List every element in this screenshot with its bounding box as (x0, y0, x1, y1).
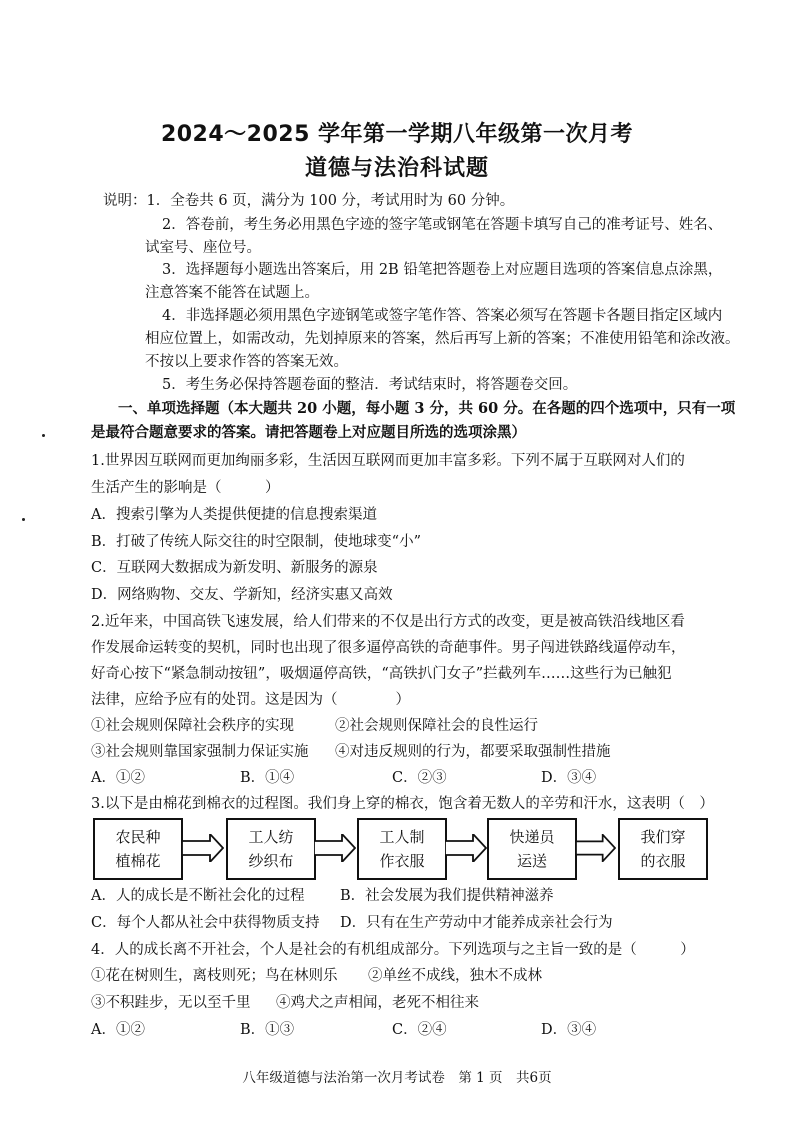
flow-step-3-line2: 作衣服 (379, 852, 425, 870)
instruction-2: 2．答卷前，考生务必用黑色字迹的签字笔或钢笔在答题卡填写自己的准考证号、姓名、 (162, 217, 723, 233)
exam-title: 2024～2025 学年第一学期八年级第一次月考 (160, 122, 634, 147)
q3-option-a: A．人的成长是不断社会化的过程 (91, 888, 305, 904)
q2-statement-2: ②社会规则保障社会的良性运行 (335, 718, 538, 734)
flow-step-2 (226, 818, 316, 880)
q1-option-b: B．打破了传统人际交往的时空限制，使地球变“小” (91, 534, 421, 550)
instruction-3: 3．选择题每小题选出答案后，用 2B 铅笔把答题卷上对应题目选项的答案信息点涂黑， (162, 262, 723, 278)
flow-step-2-line2: 纱织布 (248, 852, 294, 870)
q3-option-c: C．每个人都从社会中获得物质支持 (91, 915, 320, 931)
q1-option-d: D．网络购物、交友、学新知，经济实惠又高效 (91, 587, 393, 603)
q4-statement-2: ②单丝不成线，独木不成林 (368, 968, 542, 984)
scan-speck (42, 434, 45, 437)
flow-step-3 (357, 818, 447, 880)
flow-step-1 (93, 818, 183, 880)
q2-option-b: B．①④ (240, 770, 295, 786)
q4-stem: 4．人的成长离不开社会，个人是社会的有机组成部分。下列选项与之主旨一致的是（ ） (91, 942, 695, 958)
q2-option-a: A．①② (91, 770, 145, 786)
q2-option-d: D．③④ (541, 770, 597, 786)
exam-subject-title: 道德与法治科试题 (304, 156, 489, 181)
q2-stem-3: 好奇心按下“紧急制动按钮”，吸烟逼停高铁，“高铁扒门女子”拦截列车……这些行为已触犯 (91, 666, 672, 682)
instruction-4: 4．非选择题必须用黑色字迹钢笔或签字笔作答、答案必须写在答题卡各题目指定区域内 (162, 308, 723, 324)
q2-stem-4: 法律，应给予应有的处罚。这是因为（ ） (91, 692, 410, 708)
section-heading-cont: 是最符合题意要求的答案。请把答题卷上对应题目所选的选项涂黑） (91, 424, 526, 441)
section-heading: 一、单项选择题（本大题共 20 小题，每小题 3 分，共 60 分。在各题的四个选项中，只有一项 (118, 400, 736, 417)
instruction-4-cont: 相应位置上，如需改动，先划掉原来的答案，然后再写上新的答案；不准使用铅笔和涂改液。 (145, 331, 740, 347)
flow-arrow-3 (445, 834, 487, 862)
q2-statement-3: ③社会规则靠国家强制力保证实施 (91, 744, 309, 760)
q4-option-b: B．①③ (240, 1022, 295, 1038)
q2-stem-2: 作发展命运转变的契机，同时也出现了很多逼停高铁的奇葩事件。男子闯进铁路线逼停动车， (91, 640, 686, 656)
flow-step-5-line1: 我们穿 (640, 828, 686, 846)
flow-step-2-line1: 工人纺 (248, 828, 294, 846)
instruction-1: 说明：1．全卷共 6 页，满分为 100 分，考试用时为 60 分钟。 (103, 193, 515, 209)
flow-step-5 (618, 818, 708, 880)
q4-statement-1: ①花在树则生，离枝则死；鸟在林则乐 (91, 968, 338, 984)
instruction-3-cont: 注意答案不能答在试题上。 (145, 285, 319, 301)
flow-step-4-line1: 快递员 (509, 828, 555, 846)
q2-stem: 2.近年来，中国高铁飞速发展，给人们带来的不仅是出行方式的改变，更是被高铁沿线地区看 (91, 614, 685, 630)
flow-arrow-4 (576, 834, 616, 862)
scan-speck (22, 518, 25, 521)
instruction-5: 5．考生务必保持答题卷面的整洁．考试结束时，将答题卷交回。 (162, 377, 578, 393)
q4-option-a: A．①② (91, 1022, 145, 1038)
flow-arrow-1 (182, 834, 224, 862)
flow-step-1-line2: 植棉花 (115, 852, 161, 870)
page-footer: 八年级道德与法治第一次月考试卷 第 1 页 共6页 (242, 1070, 552, 1086)
flow-step-4 (487, 818, 577, 880)
q3-option-b: B．社会发展为我们提供精神滋养 (340, 888, 554, 904)
q4-statement-4: ④鸡犬之声相闻，老死不相往来 (276, 995, 479, 1011)
q4-option-d: D．③④ (541, 1022, 597, 1038)
flow-step-1-line1: 农民种 (115, 828, 161, 846)
q3-option-d: D．只有在生产劳动中才能养成亲社会行为 (340, 915, 613, 931)
q1-stem-cont: 生活产生的影响是（ ） (91, 480, 280, 496)
flow-step-4-line2: 运送 (516, 852, 547, 870)
flow-step-5-line2: 的衣服 (640, 852, 686, 870)
q2-statement-4: ④对违反规则的行为，都要采取强制性措施 (335, 744, 611, 760)
flow-step-3-line1: 工人制 (379, 828, 425, 846)
q3-stem: 3.以下是由棉花到棉衣的过程图。我们身上穿的棉衣，饱含着无数人的辛劳和汗水，这表明（ ） (91, 796, 714, 812)
q1-option-a: A．搜索引擎为人类提供便捷的信息搜索渠道 (91, 507, 377, 523)
q1-option-c: C．互联网大数据成为新发明、新服务的源泉 (91, 560, 378, 576)
instruction-4-cont2: 不按以上要求作答的答案无效。 (145, 354, 348, 370)
instruction-2-cont: 试室号、座位号。 (145, 240, 261, 256)
flow-arrow-2 (314, 834, 356, 862)
q1-stem: 1.世界因互联网而更加绚丽多彩，生活因互联网而更加丰富多彩。下列不属于互联网对人们的 (91, 453, 685, 469)
q4-option-c: C．②④ (392, 1022, 447, 1038)
q2-statement-1: ①社会规则保障社会秩序的实现 (91, 718, 294, 734)
q4-statement-3: ③不积跬步，无以至千里 (91, 995, 251, 1011)
q2-option-c: C．②③ (392, 770, 447, 786)
